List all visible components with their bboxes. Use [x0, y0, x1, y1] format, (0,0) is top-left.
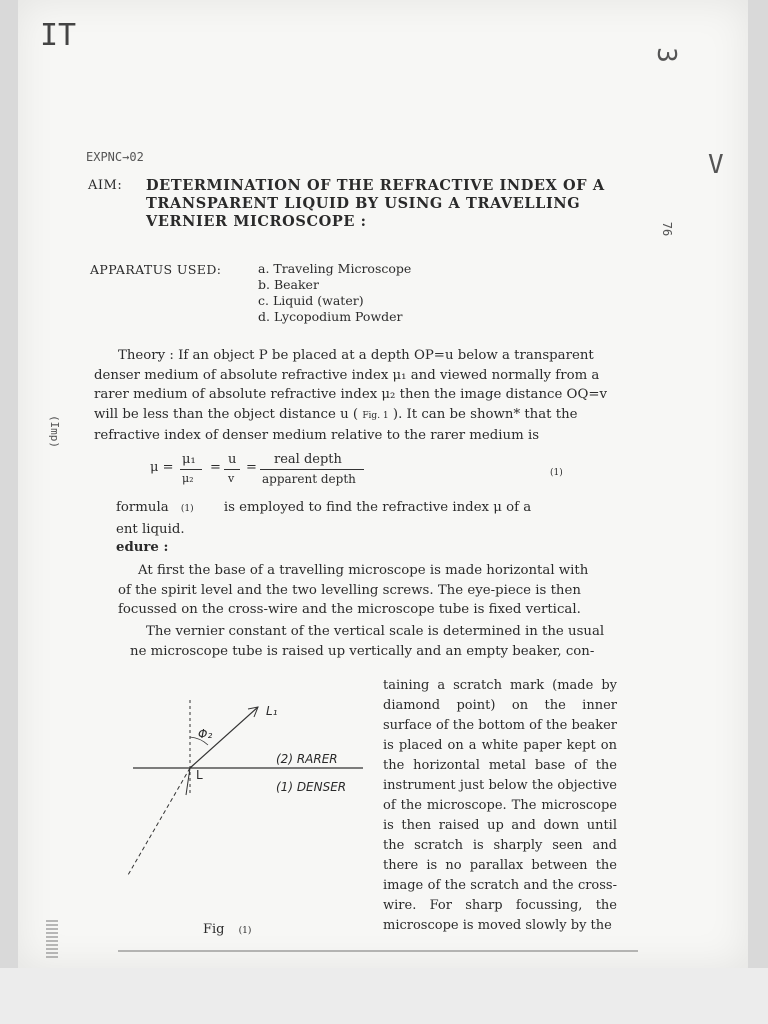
theory-line: refractive index of denser medium relative to the rarer medium is	[94, 428, 540, 443]
angle-label: Φ₂	[198, 727, 213, 741]
theory-line: rarer medium of absolute refractive index μ₂ then the image distance OQ=v	[94, 387, 608, 402]
formula: μ = μ₁ μ₂ = u v = real depth apparent depth (1)	[150, 452, 563, 486]
procedure-heading: edure :	[116, 540, 169, 555]
aim-title: DETERMINATION OF THE REFRACTIVE INDEX OF A TRANSPARENT LIQUID BY USING A TRAVELLING VERNIER MICROSCOPE :	[146, 177, 605, 230]
apparatus-item: c. Liquid (water)	[258, 293, 364, 308]
theory-line: Theory : If an object P be placed at a depth OP=u below a transparent	[118, 348, 594, 363]
theory-line: denser medium of absolute refractive index μ₁ and viewed normally from a	[94, 367, 600, 383]
procedure-paragraph-2: The vernier constant of the vertical scale is determined in the usual ne microscope tube is raised up vertically and an empty beaker, con-	[130, 624, 605, 659]
theory-line: will be less than the object distance u ( Fig. 1 ). It can be shown* that the	[94, 406, 578, 422]
ray-label-l1: L₁	[266, 704, 278, 718]
handwritten-check: V	[708, 150, 724, 180]
scan-background	[0, 968, 768, 1024]
apparatus-item: a. Traveling Microscope	[258, 261, 412, 276]
document-page	[18, 0, 748, 968]
handwritten-number: 76	[660, 221, 675, 237]
apparatus-item: b. Beaker	[258, 277, 319, 292]
procedure-column-text: taining a scratch mark (made by diamond point) on the inner surface of the bottom of the beaker is placed on a white paper kept on the horizontal metal base of the instrument just below the objective of the microscope. The microscope is then raised up and down until the scratch is sharply seen and there is no parallax between the image of the scratch and the cross-wire. For sharp focussing, the microscope is moved slowly by the	[383, 678, 617, 933]
denser-medium-label: (1) DENSER	[276, 780, 347, 794]
aim-label: AIM:	[88, 178, 123, 193]
experiment-number: EXPNC→02	[86, 150, 144, 164]
point-label-l: L	[196, 768, 203, 782]
left-margin-note: (Imp)	[48, 414, 62, 449]
rarer-medium-label: (2) RARER	[276, 752, 338, 766]
scan-noise	[46, 920, 58, 960]
apparatus-label: APPARATUS USED:	[90, 262, 222, 277]
scan-line	[118, 950, 638, 952]
procedure-paragraph-1: At first the base of a travelling microscope is made horizontal with of the spirit level and the two levelling screws. The eye-piece is then focussed on the cross-wire and the microscope tube is fixed vertical.	[118, 563, 589, 617]
theory-paragraph	[94, 346, 607, 446]
apparatus-list	[258, 261, 411, 325]
handwritten-top-right: 3	[650, 47, 681, 63]
figure-reference: Fig. 1	[362, 410, 389, 421]
refraction-figure	[108, 695, 378, 895]
apparatus-item: d. Lycopodium Powder	[258, 309, 403, 324]
figure-caption: Fig (1)	[203, 922, 252, 937]
formula-usage: formula (1) is employed to find the refractive index μ of a ent liquid.	[116, 500, 532, 537]
handwritten-top-left: IT	[40, 18, 77, 53]
